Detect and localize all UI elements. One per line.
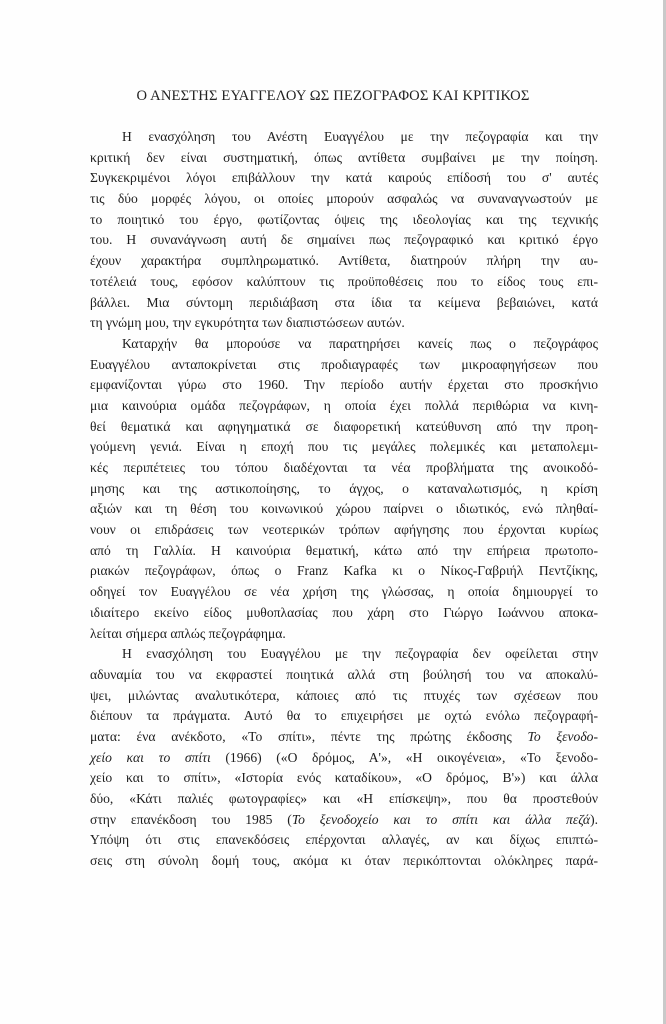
text-line: δύο, «Κάτι παλιές φωτογραφίες» και «Η επίσκεψη», που θα προστεθούν	[90, 791, 598, 806]
text-line: Υπόψη ότι στις επανεκδόσεις επέρχονται αλλαγές, αν και δίχως επιπτώ-	[90, 832, 598, 848]
text-line: χείο και το σπίτι», «Ιστορία ενός καταδίκου», «Ο δρόμος, Β'») και άλλα	[90, 770, 598, 786]
text-line: Η ενασχόληση του Ανέστη Ευαγγέλου με την πεζογραφία και την	[122, 129, 598, 144]
text-line: νουν οι επιδράσεις των νεοτερικών τρόπων αφήγησης που έρχονται κυρίως	[90, 522, 598, 538]
text-line: σεις στη σύνολη δομή τους, ακόμα κι όταν περικόπτονται ολόκληρες παρά-	[90, 853, 598, 869]
text-line: κές περιπέτειες του τόπου διαδέχονται τα νέα προβλήματα της ανοικοδό-	[90, 460, 598, 475]
text-line: βάλλει. Μια σύντομη περιδιάβαση στα ίδια τα κείμενα βεβαιώνει, κατά	[90, 294, 598, 310]
text-line: λείται σήμερα απλώς πεζογράφημα.	[90, 625, 286, 641]
text-line: Ευαγγέλου ανταποκρίνεται στις προδιαγραφές των μικροαφηγήσεων που	[90, 356, 598, 372]
text-segment: στην επανέκδοση του 1985 (	[90, 811, 292, 827]
text-line: Η ενασχόληση του Ευαγγέλου με την πεζογραφία δεν οφείλεται στην	[122, 646, 598, 662]
text-line	[90, 748, 598, 769]
text-line: εμφανίζονται γύρω στο 1960. Την περίοδο αυτήν έρχεται στο προσκήνιο	[90, 377, 598, 393]
text-line: Συγκεκριμένοι λόγοι επιβάλλουν την κατά καιρούς επίδοσή του σ' αυτές	[90, 170, 598, 186]
text-segment: (1966) («Ο δρόμος, Α'», «Η οικογένεια», «Το ξενοδο-	[210, 749, 599, 765]
text-line: το ποιητικό του έργο, φωτίζοντας όψεις της ιδεολογίας και της τεχνικής	[90, 211, 598, 227]
text-line: μησης και της αστικοποίησης, το άγχος, ο καταναλωτισμός, η κρίση	[90, 480, 598, 496]
text-segment: ματα: ένα ανέκδοτο, «Το σπίτι», πέντε της πρώτης έκδοσης	[90, 728, 528, 744]
text-line: τη γνώμη μου, την εγκυρότητα των διαπιστώσεων αυτών.	[90, 315, 405, 331]
body-text	[90, 127, 598, 872]
book-title-italic: Το ξενοδοχείο και το σπίτι και άλλα πεζά	[291, 811, 591, 827]
text-line: τις δύο μορφές λόγου, οι οποίες μπορούν ασφαλώς να συναναγνωστούν με	[90, 191, 598, 207]
book-title-italic: Το ξενοδο-	[527, 728, 599, 744]
text-line: τοτέλειά τους, εφόσον καλύπτουν τις προϋποθέσεις που το είδος τους επι-	[90, 273, 598, 289]
text-line: οδηγεί τον Ευαγγέλου σε νέα χρήση της γλώσσας, η οποία δημιουργεί το	[90, 584, 598, 600]
text-line: ριακών πεζογράφων, όπως ο Franz Kafka κι ο Νίκος-Γαβριήλ Πεντζίκης,	[90, 563, 598, 579]
book-title-italic: χείο και το σπίτι	[90, 749, 211, 765]
text-line: αξιών και τη θέση του κοινωνικού χώρου παίρνει ο ιδιωτικός, ενώ πληθαί-	[90, 501, 598, 517]
text-line: από τη Γαλλία. Η καινούρια θεματική, κάτω από την επήρεια πρωτοπο-	[90, 542, 598, 558]
text-line	[90, 727, 598, 748]
text-line: έχουν χαρακτήρα συμπληρωματικό. Αντίθετα, διατηρούν πλήρη την αυ-	[90, 253, 598, 269]
text-line: κριτική δεν είναι συστηματική, όπως αντίθετα συμβαίνει με την ποίηση.	[90, 149, 598, 165]
text-line: ιδιαίτερο εκείνο είδος μυθοπλασίας που χάρη στο Γιώργο Ιωάννου αποκα-	[90, 604, 598, 620]
text-line: μια καινούρια ομάδα πεζογράφων, η οποία έχει πολλά περιθώρια να κινη-	[90, 397, 598, 413]
text-line: θεί θεματικά και αφηγηματικά σε διαφορετική κατεύθυνση από την προη-	[90, 418, 598, 434]
text-line	[90, 810, 598, 831]
text-line: Καταρχήν θα μπορούσε να παρατηρήσει κανείς πως ο πεζογράφος	[122, 335, 598, 351]
text-line: γούμενη γενιά. Είναι η εποχή που τις μεγάλες πολεμικές και μεταπολεμι-	[90, 439, 598, 455]
chapter-title: Ο ΑΝΕΣΤΗΣ ΕΥΑΓΓΕΛΟΥ ΩΣ ΠΕΖΟΓΡΑΦΟΣ ΚΑΙ ΚΡΙΤΙΚΟΣ	[136, 88, 530, 104]
text-line: διέπουν τα πράγματα. Αυτό θα το επιχειρήσει με οχτώ ενόλω πεζογραφή-	[90, 708, 598, 724]
text-segment: ).	[590, 811, 598, 827]
text-line: ψει, μιλώντας αναλυτικότερα, κάποιες από τις πτυχές των σχέσεων που	[90, 687, 598, 703]
text-line: αδυναμία του να εκφραστεί ποιητικά αλλά στη βούλησή του να αποκαλύ-	[90, 666, 598, 682]
text-line: του. Η συνανάγνωση αυτή δε σημαίνει πως πεζογραφικό και κριτικό έργο	[90, 232, 598, 248]
